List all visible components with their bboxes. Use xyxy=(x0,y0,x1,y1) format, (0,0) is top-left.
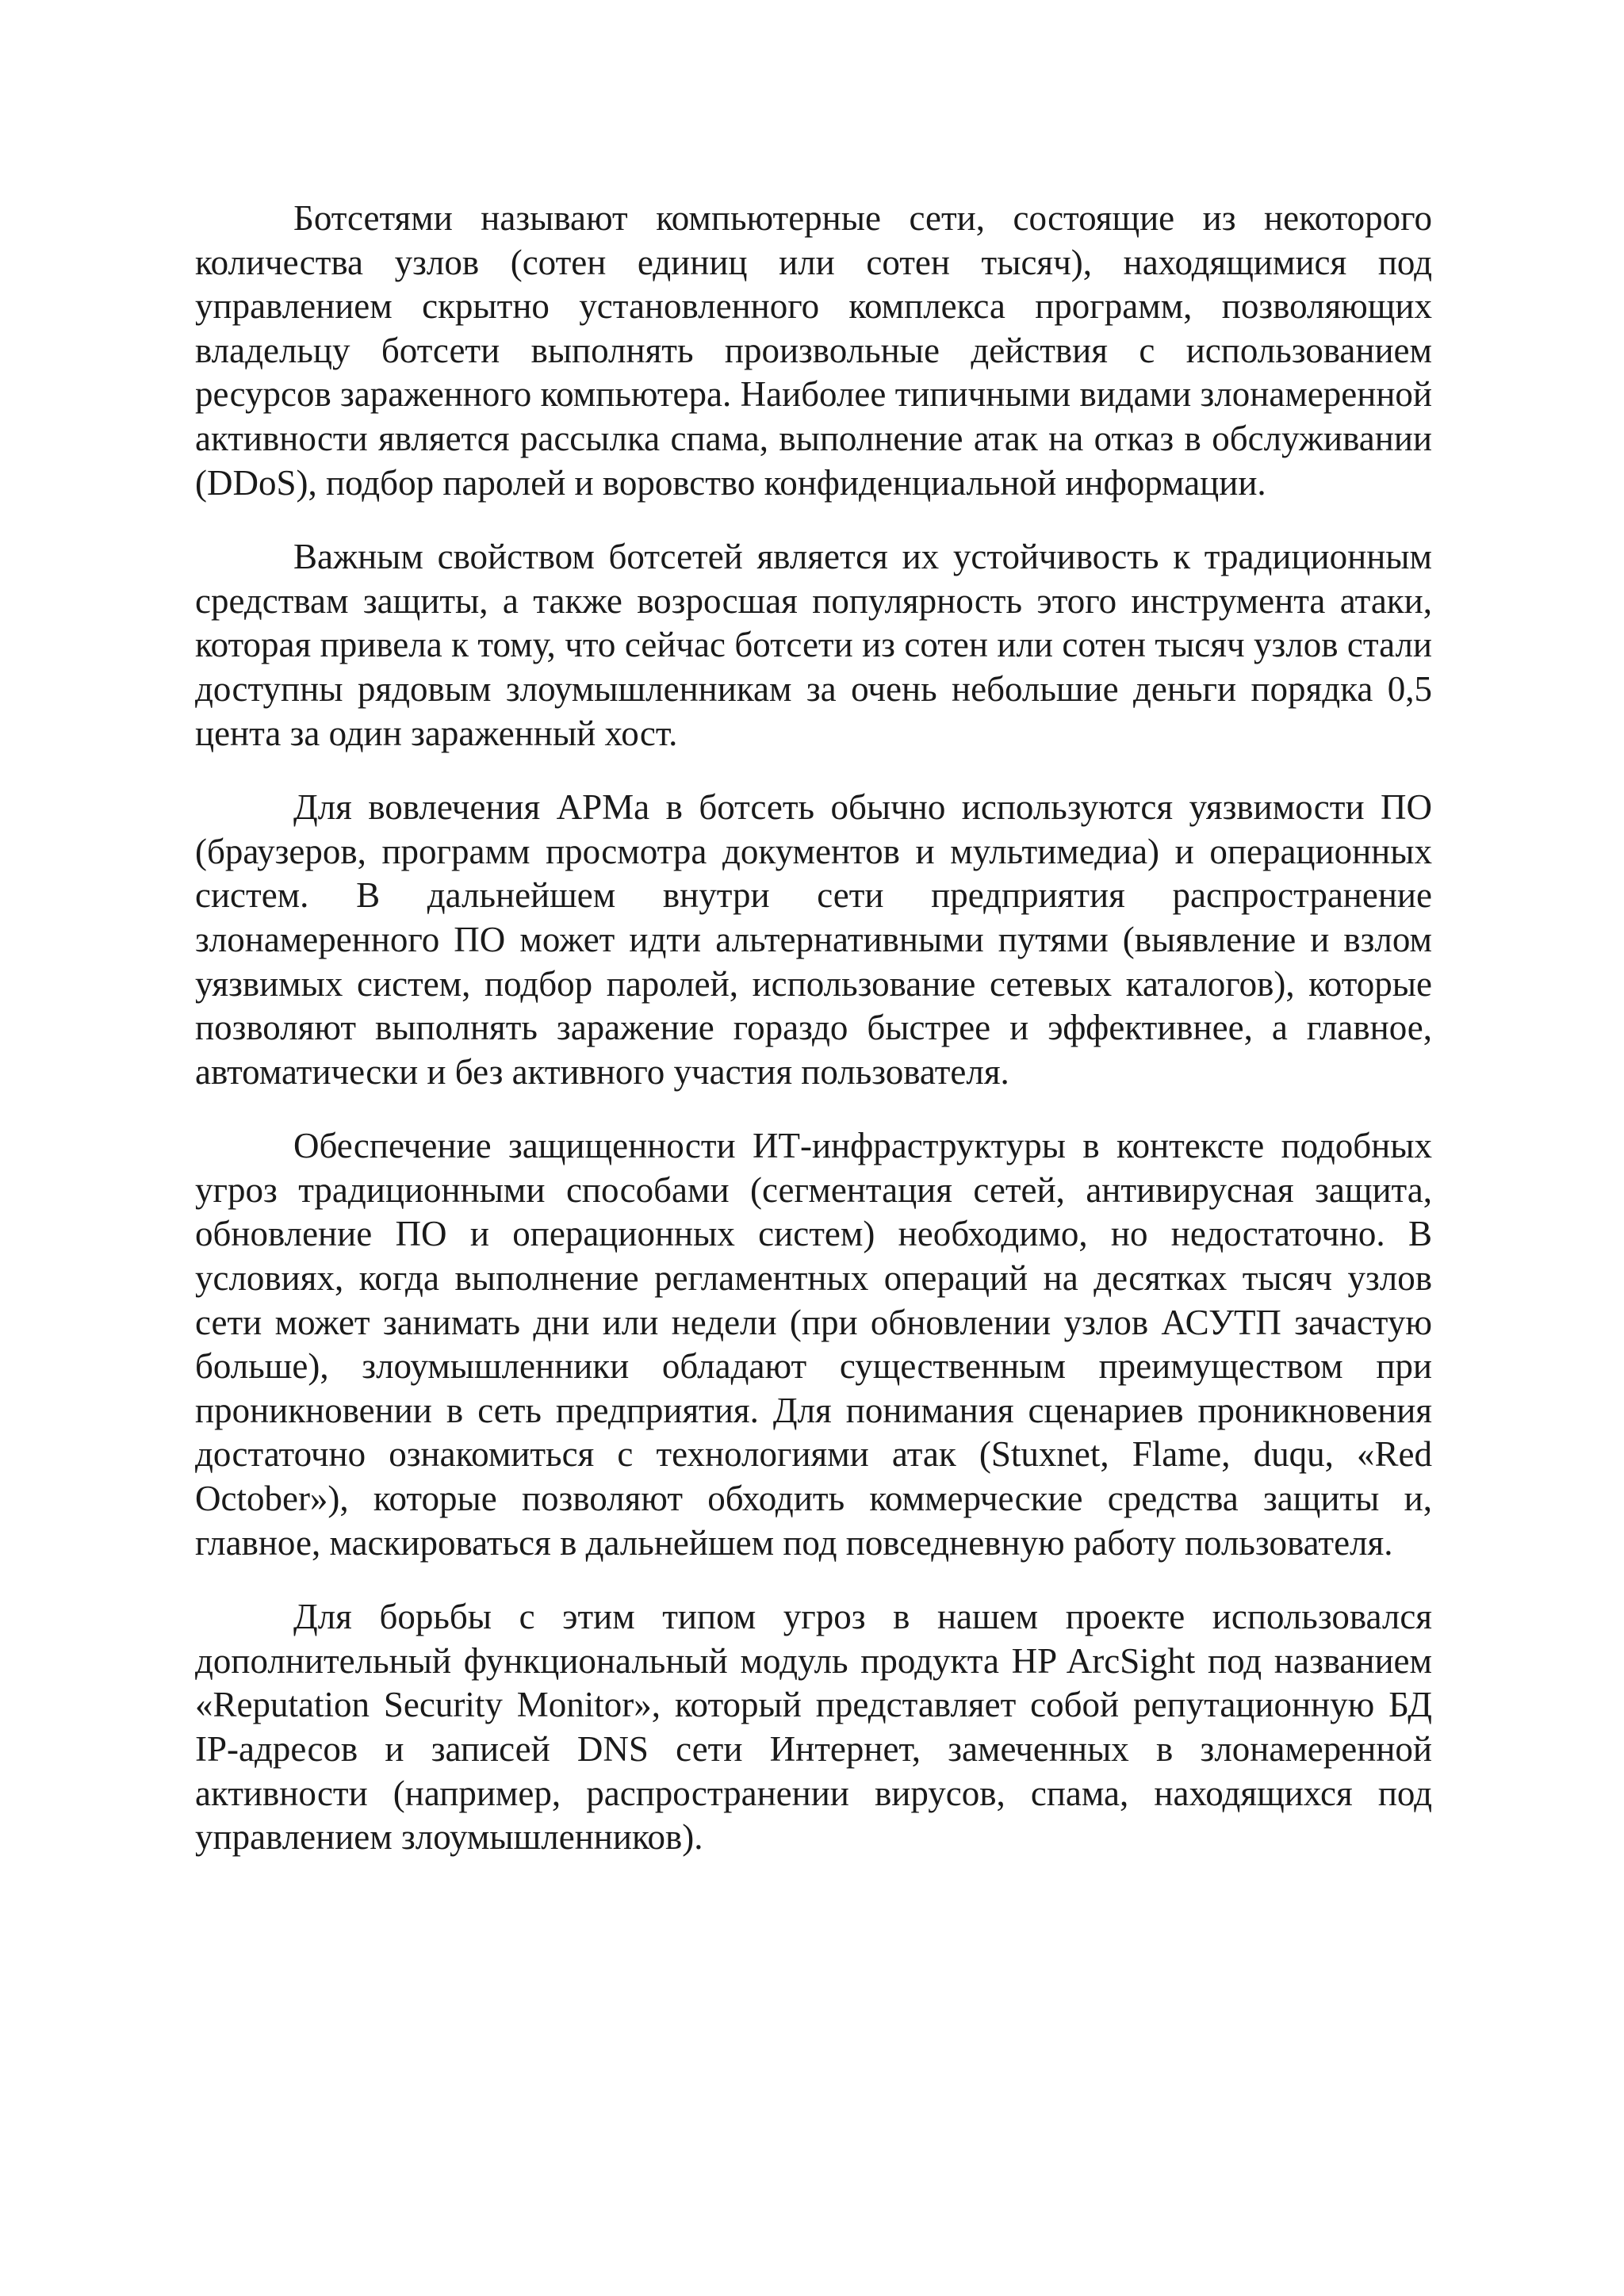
paragraph-infection-vectors: Для вовлечения АРМа в ботсеть обычно используются уязвимости ПО (браузеров, программ просмотра документов и мультимедиа) и операционных систем. В дальнейшем внутри сети предприятия распространение злонамеренного ПО может идти альтернативными путями (выявление и взлом уязвимых систем, подбор паролей, использование сетевых каталогов), которые позволяют выполнять заражение гораздо быстрее и эффективнее, а главное, автоматически и без активного участия пользователя. xyxy=(195,787,1432,1092)
paragraph-infrastructure-security: Обеспечение защищенности ИТ-инфраструктуры в контексте подобных угроз традиционными способами (сегментация сетей, антивирусная защита, обновление ПО и операционных систем) необходимо, но недостаточно. В условиях, когда выполнение регламентных операций на десятках тысяч узлов сети может занимать дни или недели (при обновлении узлов АСУТП зачастую больше), злоумышленники обладают существенным преимуществом при проникновении в сеть предприятия. Для понимания сценариев проникновения достаточно ознакомиться с технологиями атак (Stuxnet, Flame, duqu, «Red October»), которые позволяют обходить коммерческие средства защиты и, главное, маскироваться в дальнейшем под повседневную работу пользователя. xyxy=(195,1126,1432,1563)
document-body xyxy=(195,197,1432,1890)
paragraph-botnets-resilience: Важным свойством ботсетей является их устойчивость к традиционным средствам защиты, а также возросшая популярность этого инструмента атаки, которая привела к тому, что сейчас ботсети из сотен или сотен тысяч узлов стали доступны рядовым злоумышленникам за очень небольшие деньги порядка 0,5 цента за один зараженный хост. xyxy=(195,537,1432,753)
paragraph-reputation-monitor: Для борьбы с этим типом угроз в нашем проекте использовался дополнительный функциональный модуль продукта HP ArcSight под названием «Reputation Security Monitor», который представляет собой репутационную БД IP-адресов и записей DNS сети Интернет, замеченных в злонамеренной активности (например, распространении вирусов, спама, находящихся под управлением злоумышленников). xyxy=(195,1597,1432,1858)
paragraph-botnets-definition: Ботсетями называют компьютерные сети, состоящие из некоторого количества узлов (сотен единиц или сотен тысяч), находящимися под управлением скрытно установленного комплекса программ, позволяющих владельцу ботсети выполнять произвольные действия с использованием ресурсов зараженного компьютера. Наиболее типичными видами злонамеренной активности является рассылка спама, выполнение атак на отказ в обслуживании (DDoS), подбор паролей и воровство конфиденциальной информации. xyxy=(195,198,1432,503)
